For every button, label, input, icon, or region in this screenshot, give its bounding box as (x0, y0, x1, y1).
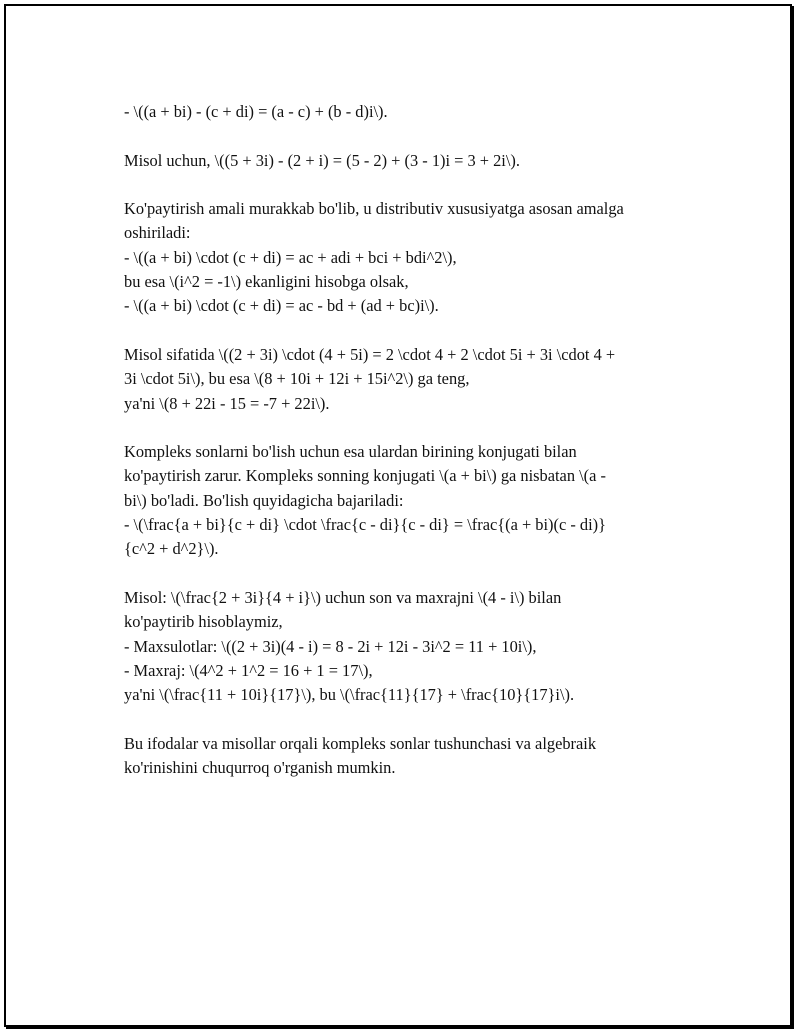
paragraph-multiplication-example (124, 343, 689, 416)
text-line: ya'ni \(8 + 22i - 15 = -7 + 22i\). (124, 393, 330, 413)
document-page (4, 4, 792, 1027)
text-line: bi\) bo'ladi. Bo'lish quyidagicha bajariladi: (124, 490, 404, 510)
text-line: Misol sifatida \((2 + 3i) \cdot (4 + 5i) = 2 \cdot 4 + 2 \cdot 5i + 3i \cdot 4 + (124, 344, 616, 364)
text-line: Bu ifodalar va misollar orqali kompleks sonlar tushunchasi va algebraik (124, 733, 597, 753)
text-line: Ko'paytirish amali murakkab bo'lib, u distributiv xususiyatga asosan amalga (124, 199, 624, 219)
text-line: oshiriladi: (124, 223, 191, 243)
text-line: - \((a + bi) - (c + di) = (a - c) + (b - d)i\). (124, 102, 388, 121)
text-line: Kompleks sonlarni bo'lish uchun esa ulardan birining konjugati bilan (124, 442, 577, 462)
text-line: - \((a + bi) \cdot (c + di) = ac + adi + bci + bdi^2\), (124, 247, 457, 267)
paragraph-subtraction-rule (124, 100, 689, 124)
text-line: - \(\frac{a + bi}{c + di} \cdot \frac{c - di}{c - di} = \frac{(a + bi)(c - di)} (124, 515, 606, 535)
paragraph-multiplication-rule (124, 197, 689, 318)
text-line: ya'ni \(\frac{11 + 10i}{17}\), bu \(\frac{11}{17} + \frac{10}{17}i\). (124, 685, 575, 705)
text-line: - Maxsulotlar: \((2 + 3i)(4 - i) = 8 - 2i + 12i - 3i^2 = 11 + 10i\), (124, 636, 537, 656)
text-line: ko'paytirish zarur. Kompleks sonning konjugati \(a + bi\) ga nisbatan \(a - (124, 466, 606, 486)
text-line: - Maxraj: \(4^2 + 1^2 = 16 + 1 = 17\), (124, 660, 373, 680)
text-line: Misol uchun, \((5 + 3i) - (2 + i) = (5 - 2) + (3 - 1)i = 3 + 2i\). (124, 150, 520, 170)
paragraph-subtraction-example (124, 149, 689, 173)
text-line: - \((a + bi) \cdot (c + di) = ac - bd + (ad + bc)i\). (124, 296, 439, 316)
document-body (124, 100, 689, 805)
text-line: bu esa \(i^2 = -1\) ekanligini hisobga olsak, (124, 272, 409, 292)
paragraph-division-rule (124, 440, 689, 561)
paragraph-conclusion (124, 732, 689, 781)
text-line: {c^2 + d^2}\). (124, 539, 219, 559)
text-line: ko'rinishini chuqurroq o'rganish mumkin. (124, 758, 396, 778)
text-line: Misol: \(\frac{2 + 3i}{4 + i}\) uchun son va maxrajni \(4 - i\) bilan (124, 587, 562, 607)
text-line: ko'paytirib hisoblaymiz, (124, 612, 283, 632)
text-line: 3i \cdot 5i\), bu esa \(8 + 10i + 12i + 15i^2\) ga teng, (124, 369, 470, 389)
paragraph-division-example (124, 586, 689, 707)
